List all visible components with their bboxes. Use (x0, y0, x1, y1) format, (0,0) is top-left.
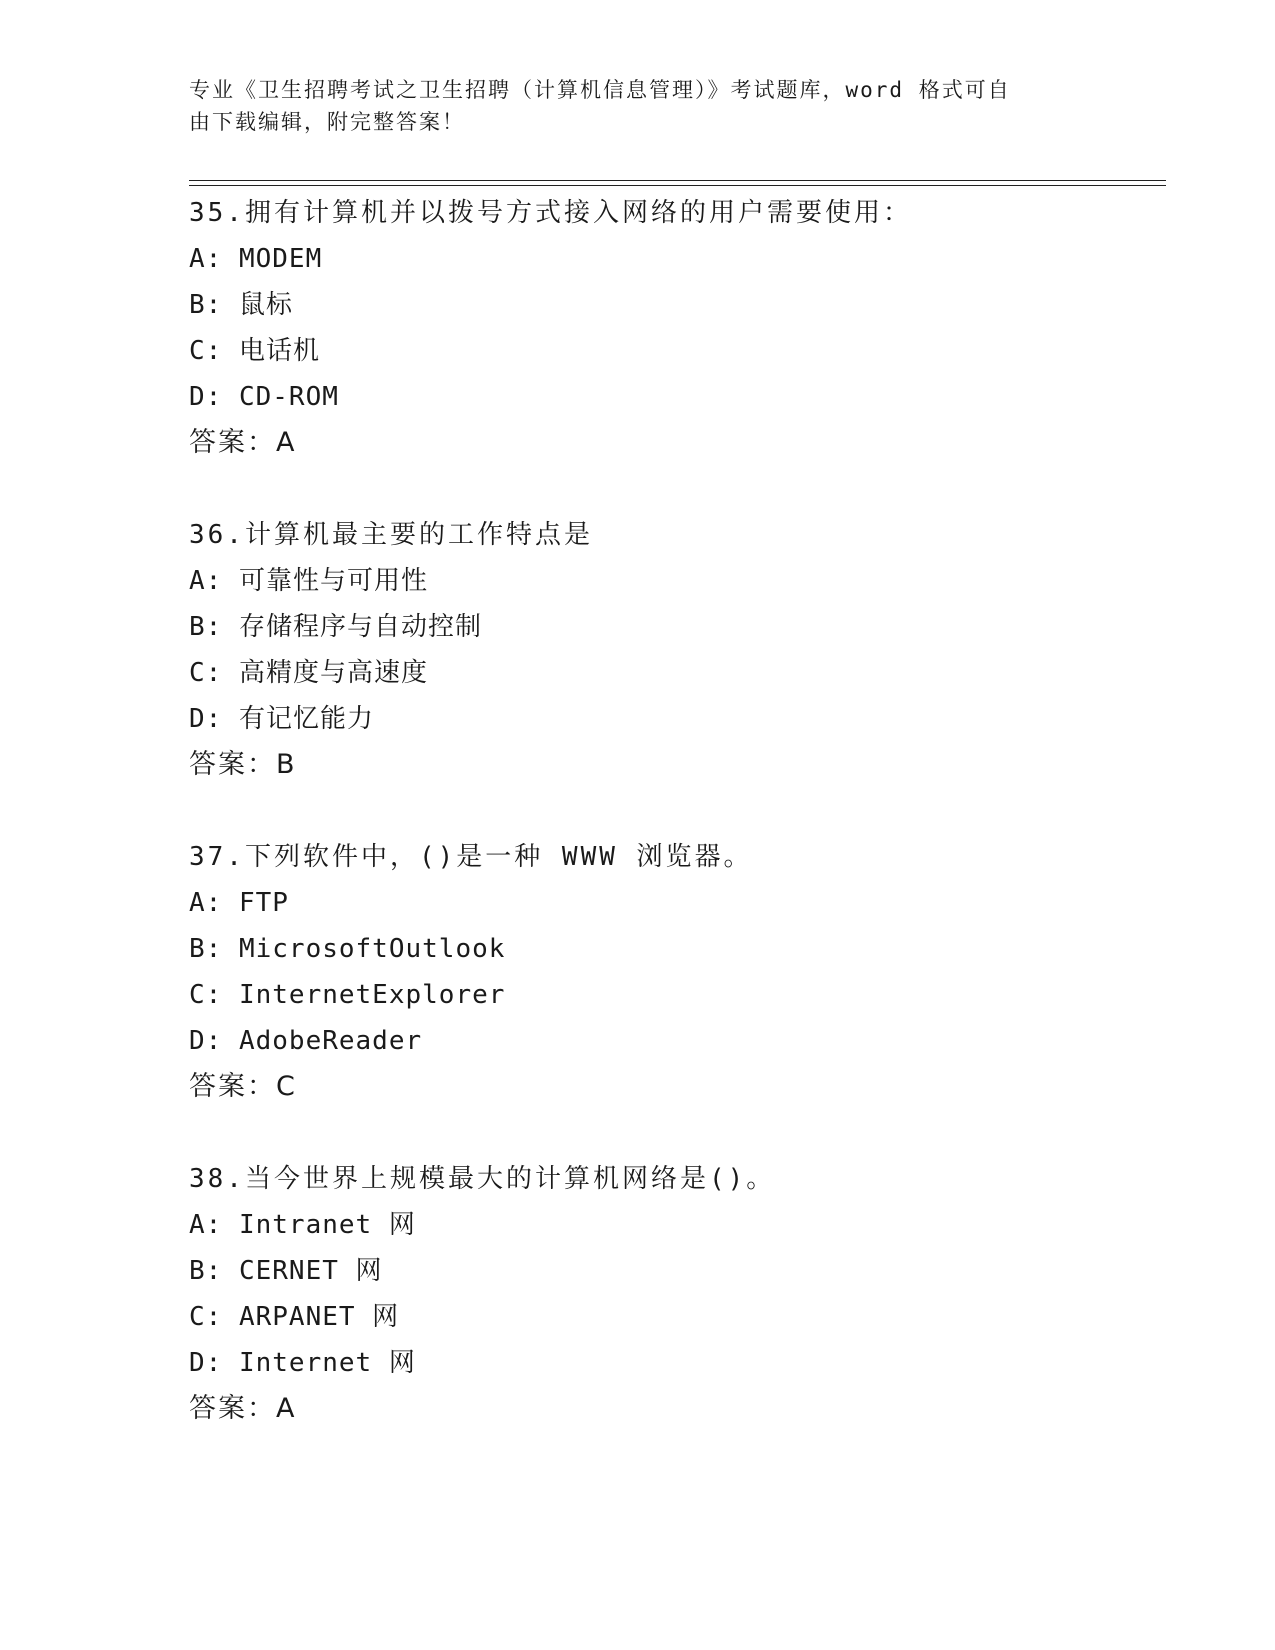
option-c: C: InternetExplorer (189, 980, 506, 1010)
option-a: A: FTP (189, 888, 289, 918)
question-37 (189, 834, 1169, 1156)
header-line-2: 由下载编辑，附完整答案！ (189, 110, 465, 134)
question-stem: 38.当今世界上规模最大的计算机网络是()。 (189, 1164, 776, 1194)
question-36 (189, 512, 1169, 834)
question-list (189, 190, 1169, 1478)
answer-line: 答案：B (189, 749, 297, 780)
option-d: D: 有记忆能力 (189, 704, 374, 734)
answer-line: 答案：C (189, 1071, 297, 1102)
option-c: C: 高精度与高速度 (189, 658, 428, 688)
option-a: A: 可靠性与可用性 (189, 566, 428, 596)
option-b: B: CERNET 网 (189, 1256, 383, 1286)
question-35 (189, 190, 1169, 512)
header-line-1: 专业《卫生招聘考试之卫生招聘（计算机信息管理）》考试题库，word 格式可自 (189, 78, 1011, 102)
option-c: C: 电话机 (189, 336, 320, 366)
option-b: B: 存储程序与自动控制 (189, 612, 482, 642)
option-d: D: AdobeReader (189, 1026, 423, 1056)
question-stem: 37.下列软件中，()是一种 WWW 浏览器。 (189, 842, 753, 872)
answer-line: 答案：A (189, 427, 297, 458)
header-divider-bottom (189, 185, 1166, 186)
option-b: B: 鼠标 (189, 290, 293, 320)
question-stem: 35.拥有计算机并以拨号方式接入网络的用户需要使用： (189, 198, 912, 228)
option-c: C: ARPANET 网 (189, 1302, 400, 1332)
question-stem: 36.计算机最主要的工作特点是 (189, 520, 593, 550)
question-38 (189, 1156, 1169, 1478)
option-d: D: Internet 网 (189, 1348, 416, 1378)
option-a: A: MODEM (189, 244, 323, 274)
option-d: D: CD-ROM (189, 382, 339, 412)
option-b: B: MicrosoftOutlook (189, 934, 506, 964)
document-header (189, 74, 1089, 138)
option-a: A: Intranet 网 (189, 1210, 416, 1240)
header-divider-top (189, 180, 1166, 181)
answer-line: 答案：A (189, 1393, 297, 1424)
